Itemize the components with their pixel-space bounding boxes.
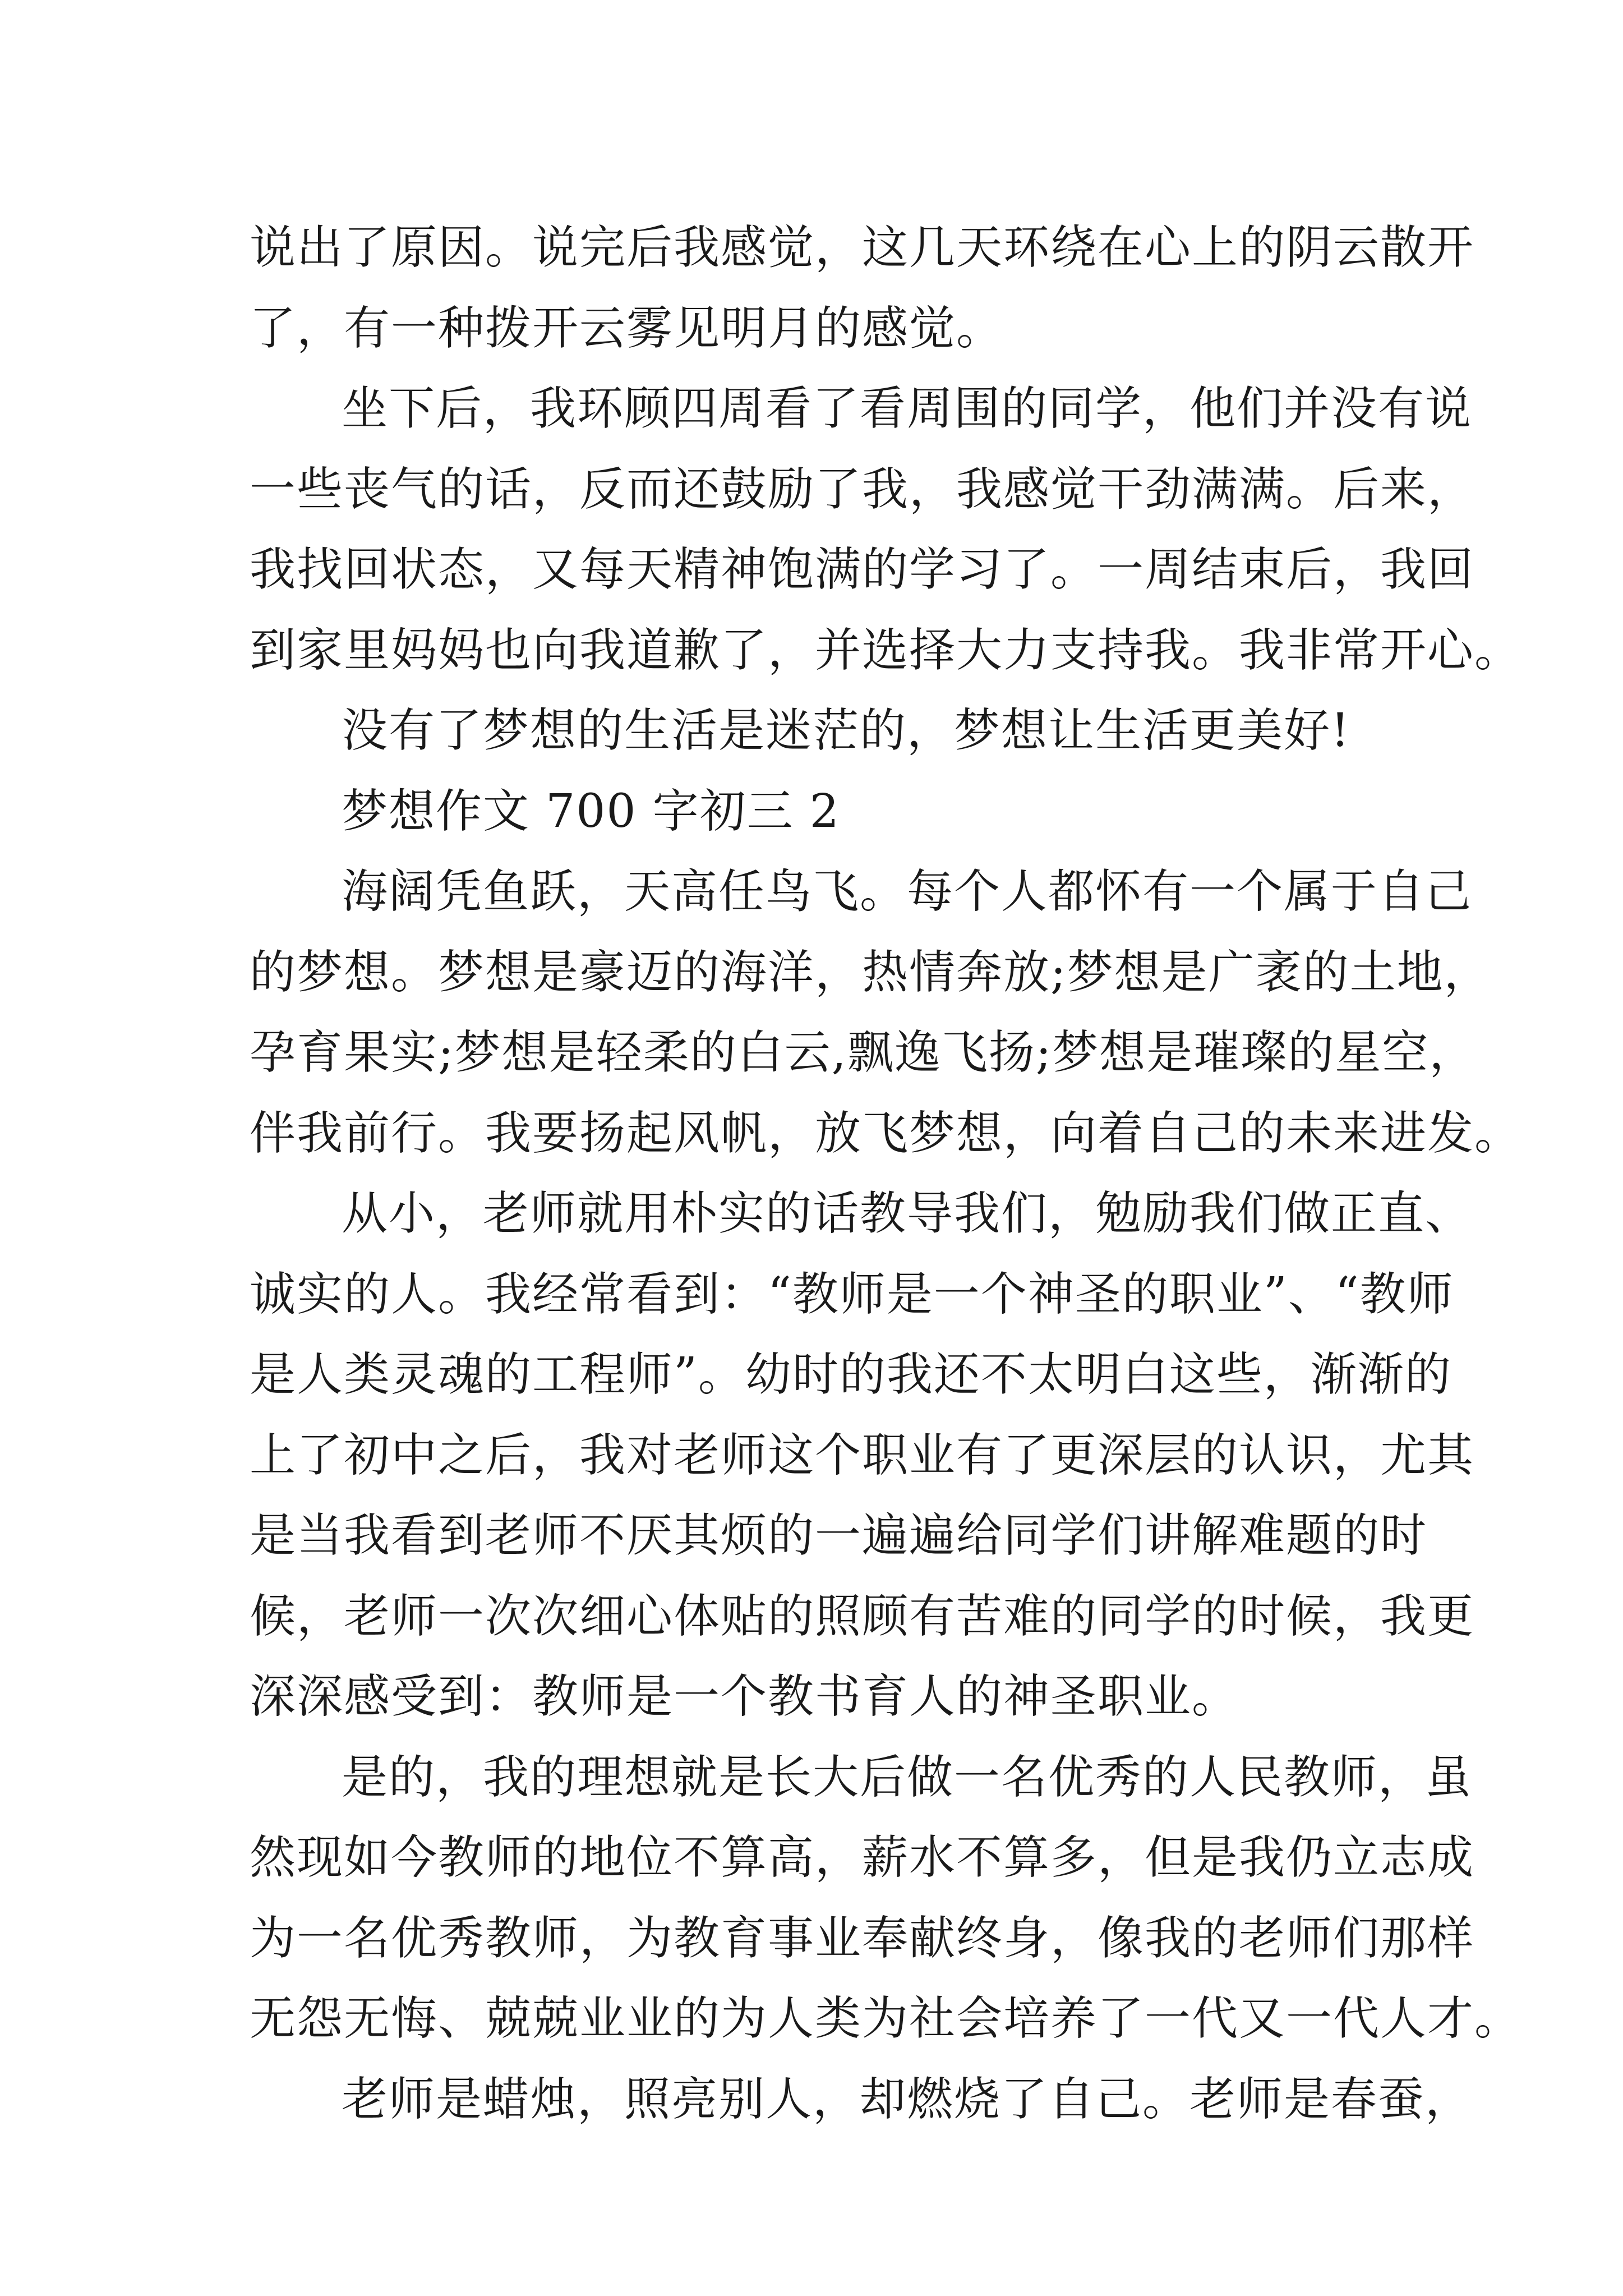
text-line: 诚实的人。我经常看到：“教师是一个神圣的职业”、“教师 bbox=[250, 1267, 1454, 1321]
text-line: 孕育果实;梦想是轻柔的白云,飘逸飞扬;梦想是璀璨的星空， bbox=[250, 1026, 1477, 1079]
text-line: 一些丧气的话，反而还鼓励了我，我感觉干劲满满。后来， bbox=[250, 462, 1475, 516]
text-line: 候，老师一次次细心体贴的照顾有苦难的同学的时候，我更 bbox=[250, 1589, 1475, 1643]
paragraph-start-line: 是的，我的理想就是长大后做一名优秀的人民教师，虽 bbox=[342, 1750, 1473, 1804]
text-line: 是人类灵魂的工程师”。幼时的我还不太明白这些，渐渐的 bbox=[250, 1348, 1452, 1401]
essay-heading: 梦想作文 700 字初三 2 bbox=[342, 784, 840, 838]
text-line: 上了初中之后，我对老师这个职业有了更深层的认识，尤其 bbox=[250, 1428, 1475, 1482]
text-line: 了，有一种拨开云雾见明月的感觉。 bbox=[250, 301, 1004, 355]
text-line: 我找回状态，又每天精神饱满的学习了。一周结束后，我回 bbox=[250, 543, 1475, 596]
paragraph-start-line: 从小，老师就用朴实的话教导我们，勉励我们做正直、 bbox=[342, 1187, 1473, 1240]
text-line: 说出了原因。说完后我感觉，这几天环绕在心上的阴云散开 bbox=[250, 221, 1475, 274]
paragraph-start-line: 老师是蜡烛，照亮别人，却燃烧了自己。老师是春蚕， bbox=[342, 2072, 1473, 2126]
paragraph-start-line: 没有了梦想的生活是迷茫的，梦想让生活更美好! bbox=[342, 704, 1350, 757]
text-line: 到家里妈妈也向我道歉了，并选择大力支持我。我非常开心。 bbox=[250, 623, 1522, 677]
text-line: 为一名优秀教师，为教育事业奉献终身，像我的老师们那样 bbox=[250, 1911, 1475, 1965]
text-line: 无怨无悔、兢兢业业的为人类为社会培养了一代又一代人才。 bbox=[250, 1992, 1522, 2045]
text-line: 的梦想。梦想是豪迈的海洋，热情奔放;梦想是广袤的土地， bbox=[250, 945, 1491, 999]
paragraph-start-line: 坐下后，我环顾四周看了看周围的同学，他们并没有说 bbox=[342, 382, 1473, 435]
essay-body bbox=[250, 208, 1522, 2139]
text-line: 深深感受到：教师是一个教书育人的神圣职业。 bbox=[250, 1670, 1239, 1723]
text-line: 伴我前行。我要扬起风帆，放飞梦想，向着自己的未来进发。 bbox=[250, 1106, 1522, 1160]
text-line: 然现如今教师的地位不算高，薪水不算多，但是我仍立志成 bbox=[250, 1831, 1475, 1884]
text-line: 是当我看到老师不厌其烦的一遍遍给同学们讲解难题的时 bbox=[250, 1509, 1428, 1562]
paragraph-start-line: 海阔凭鱼跃，天高任鸟飞。每个人都怀有一个属于自己 bbox=[342, 865, 1473, 918]
